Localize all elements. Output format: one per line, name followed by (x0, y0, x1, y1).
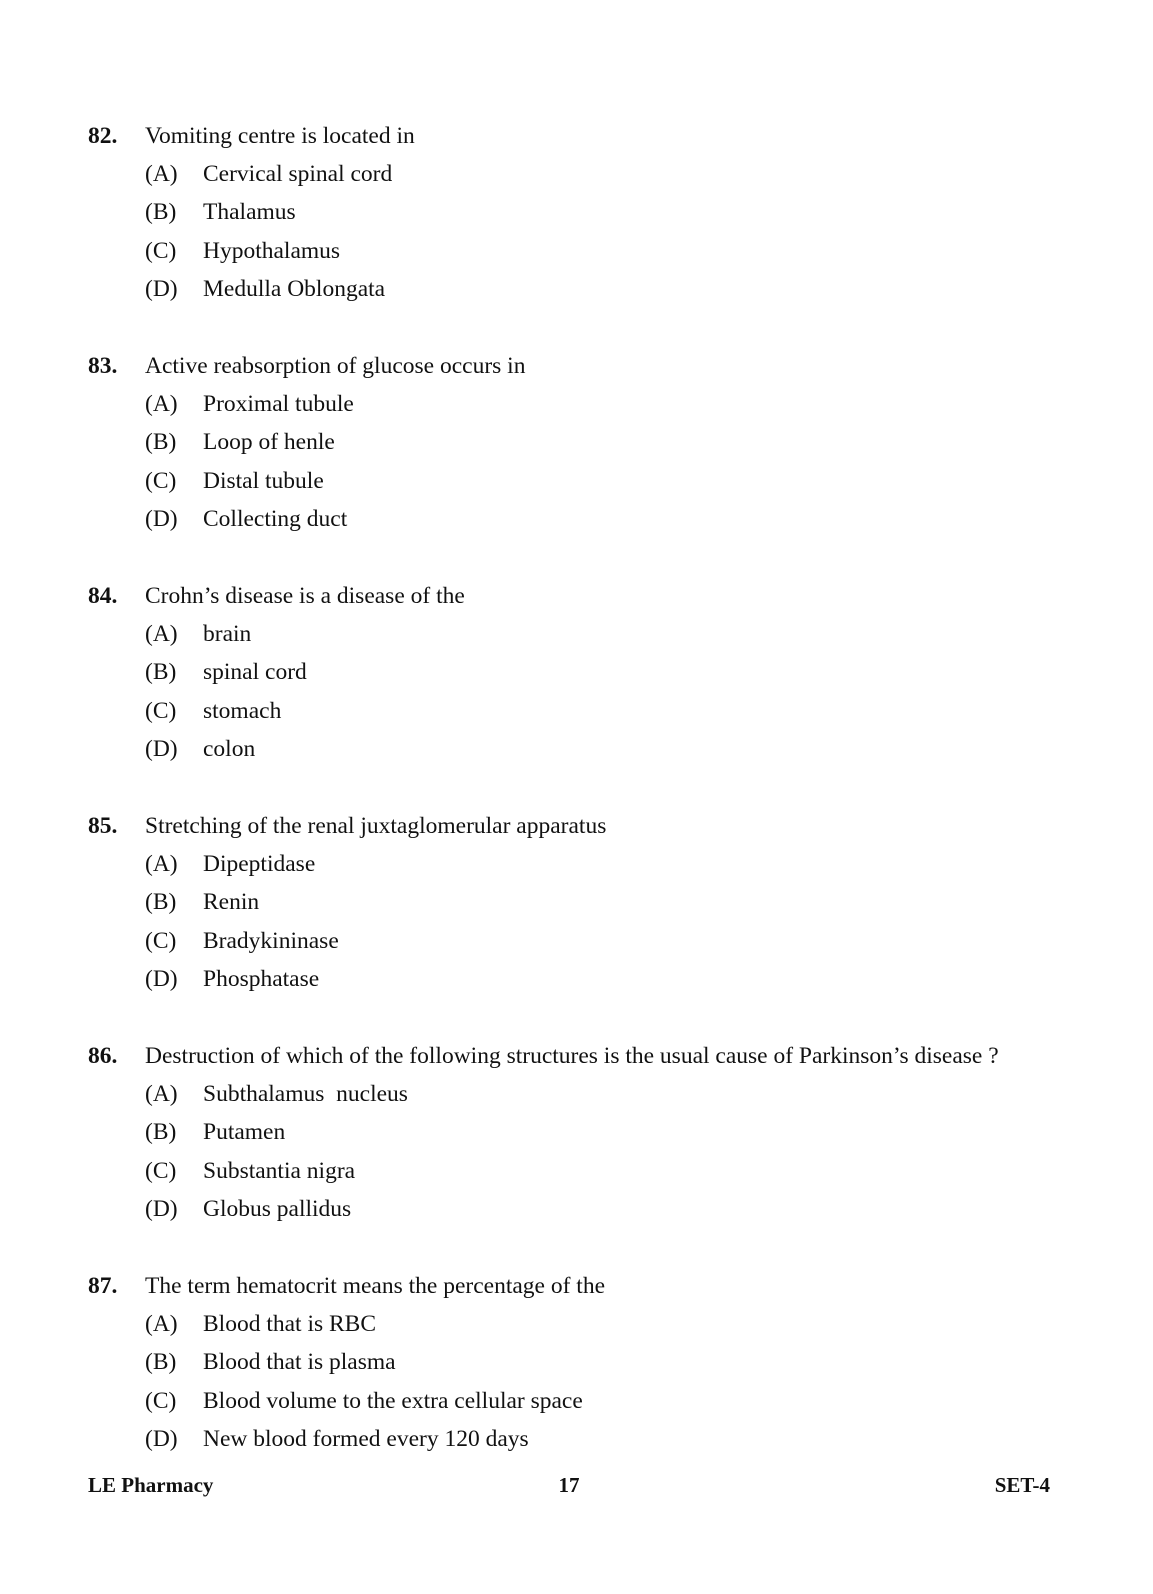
option-d (88, 1420, 1088, 1458)
option-a (88, 155, 1088, 193)
question-list (88, 117, 1088, 1497)
question-86 (88, 1037, 1088, 1267)
option-text: Loop of henle (203, 429, 335, 456)
option-text: Medulla Oblongata (203, 276, 386, 303)
option-d (88, 730, 1088, 768)
question-text: Crohn’s disease is a disease of the (145, 583, 465, 609)
question-number: 87. (88, 1273, 118, 1299)
option-label: (C) (145, 927, 177, 954)
option-a (88, 1305, 1088, 1343)
option-label: (A) (145, 391, 178, 417)
option-c (88, 922, 1088, 960)
option-text: brain (203, 621, 252, 647)
footer-set-label: SET-4 (994, 1473, 1050, 1497)
option-b (88, 653, 1088, 691)
question-stem (88, 807, 1088, 845)
option-text: New blood formed every 120 days (203, 1426, 529, 1453)
option-text: colon (203, 736, 256, 763)
option-label: (B) (145, 659, 177, 686)
option-text: stomach (203, 697, 282, 724)
option-text: Subthalamus nucleus (203, 1081, 408, 1107)
option-c (88, 232, 1088, 270)
question-84 (88, 577, 1088, 807)
option-label: (A) (145, 1081, 178, 1107)
option-d (88, 500, 1088, 538)
question-number: 82. (88, 123, 118, 149)
option-b (88, 1113, 1088, 1151)
question-stem (88, 117, 1088, 155)
question-text: Stretching of the renal juxtaglomerular apparatus (145, 813, 607, 839)
option-text: Putamen (203, 1119, 286, 1146)
question-87 (88, 1267, 1088, 1497)
option-text: Substantia nigra (203, 1157, 356, 1184)
option-text: Bradykininase (203, 927, 339, 954)
option-label: (D) (145, 736, 178, 763)
question-82 (88, 117, 1088, 347)
option-label: (B) (145, 1349, 177, 1376)
option-a (88, 845, 1088, 883)
option-label: (D) (145, 1196, 178, 1223)
option-label: (D) (145, 966, 178, 993)
question-text: The term hematocrit means the percentage of the (145, 1273, 605, 1299)
option-b (88, 1343, 1088, 1381)
option-label: (D) (145, 1426, 178, 1453)
option-label: (A) (145, 851, 178, 877)
question-stem (88, 577, 1088, 615)
question-85 (88, 807, 1088, 1037)
option-b (88, 423, 1088, 461)
option-label: (A) (145, 1311, 178, 1337)
question-number: 83. (88, 353, 118, 379)
option-text: Collecting duct (203, 506, 348, 533)
page-footer (88, 1470, 1050, 1500)
question-text: Destruction of which of the following structures is the usual cause of Parkinson’s disease ? (145, 1043, 999, 1069)
option-d (88, 270, 1088, 308)
question-83 (88, 347, 1088, 577)
option-text: Dipeptidase (203, 851, 316, 877)
option-label: (C) (145, 1387, 177, 1414)
option-label: (B) (145, 889, 177, 916)
option-label: (D) (145, 276, 178, 303)
option-text: spinal cord (203, 659, 307, 686)
option-c (88, 1152, 1088, 1190)
option-text: Phosphatase (203, 966, 320, 993)
option-b (88, 883, 1088, 921)
option-c (88, 462, 1088, 500)
option-label: (C) (145, 1157, 177, 1184)
option-label: (C) (145, 697, 177, 724)
option-d (88, 1190, 1088, 1228)
option-label: (A) (145, 161, 178, 187)
question-stem (88, 1267, 1088, 1305)
option-b (88, 193, 1088, 231)
option-label: (A) (145, 621, 178, 647)
option-text: Renin (203, 889, 260, 916)
option-label: (B) (145, 199, 177, 226)
option-label: (C) (145, 467, 177, 494)
question-stem (88, 1037, 1088, 1075)
option-text: Blood that is plasma (203, 1349, 396, 1376)
option-d (88, 960, 1088, 998)
question-stem (88, 347, 1088, 385)
option-label: (C) (145, 237, 177, 264)
option-a (88, 615, 1088, 653)
option-text: Globus pallidus (203, 1196, 352, 1223)
option-text: Blood volume to the extra cellular space (203, 1387, 583, 1414)
question-number: 84. (88, 583, 118, 609)
option-label: (B) (145, 429, 177, 456)
footer-course-name: LE Pharmacy (88, 1473, 214, 1497)
option-label: (B) (145, 1119, 177, 1146)
question-text: Vomiting centre is located in (145, 123, 415, 149)
option-c (88, 692, 1088, 730)
option-a (88, 385, 1088, 423)
question-number: 85. (88, 813, 118, 839)
option-a (88, 1075, 1088, 1113)
option-c (88, 1382, 1088, 1420)
option-text: Thalamus (203, 199, 296, 226)
question-number: 86. (88, 1043, 118, 1069)
option-text: Proximal tubule (203, 391, 354, 417)
option-label: (D) (145, 506, 178, 533)
option-text: Blood that is RBC (203, 1311, 377, 1337)
option-text: Cervical spinal cord (203, 161, 393, 187)
question-text: Active reabsorption of glucose occurs in (145, 353, 526, 379)
option-text: Hypothalamus (203, 237, 341, 264)
footer-page-number: 17 (558, 1473, 580, 1497)
option-text: Distal tubule (203, 467, 324, 494)
